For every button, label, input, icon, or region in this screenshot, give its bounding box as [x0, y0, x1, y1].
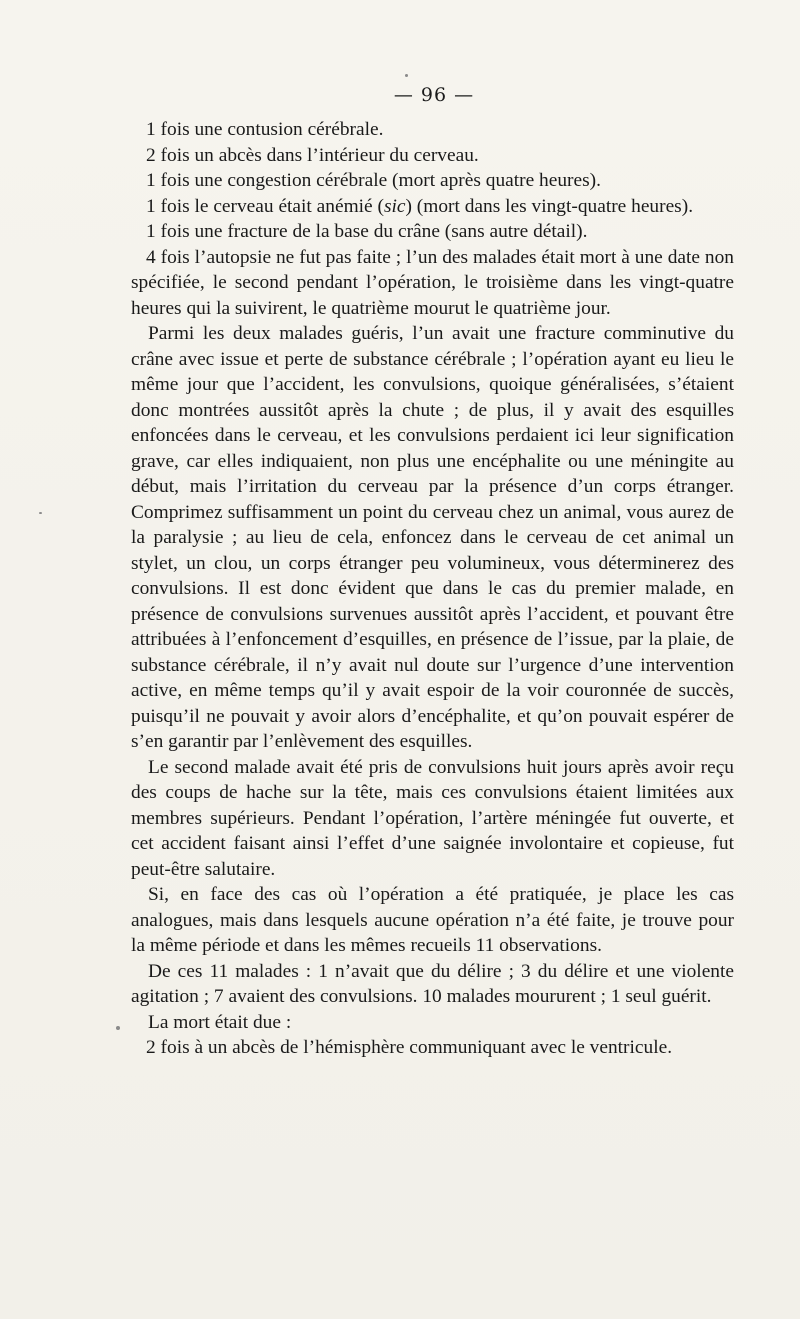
- paragraph: De ces 11 malades : 1 n’avait que du délire ; 3 du délire et une violente agitation ; 7 avaient des convulsions. 10 malades moururent ; 1 seul guérit.: [131, 960, 734, 1007]
- list-item: 4 fois l’autopsie ne fut pas faite ; l’un des malades était mort à une date non spécifiée, le second pendant l’opération, le troisième dans les vingt-quatre heures qui la suivirent, le quatrième mourut le quatrième jour.: [131, 246, 734, 319]
- list-item: 1 fois une contusion cérébrale.: [146, 119, 384, 140]
- list-item: 2 fois un abcès dans l’intérieur du cerveau.: [146, 144, 479, 166]
- paragraph: Parmi les deux malades guéris, l’un avait une fracture comminutive du crâne avec issue et perte de substance cérébrale ; l’opération ayant eu lieu le même jour que l’accident, les convulsions, quoique généralisées, s’étaient donc montrées aussitôt après la chute ; de plus, il y avait des esquilles enfoncées dans le cerveau, et les convulsions perdaient ici leur signification grave, car elles indiquaient, non plus une encéphalite ou une méningite au début, mais l’irritation du cerveau par la présence d’un corps étranger. Comprimez suffisamment un point du cerveau chez un animal, vous aurez de la paralysie ; au lieu de cela, enfoncez dans le cerveau de cet animal un stylet, un clou, un corps étranger peu volumineux, vous déterminerez des convulsions. Il est donc évident que dans le cas du premier malade, en présence de convulsions survenues aussitôt après l’accident, et pouvant être attribuées à l’enfoncement d’esquilles, en présence de l’issue, par la plaie, de substance cérébrale, il n’y avait nul doute sur l’urgence d’une intervention active, en même temps qu’il y avait espoir de la voir couronnée de succès, puisqu’il ne pouvait y avoir alors d’encéphalite, et qu’on pouvait espérer de s’en garantir par l’enlèvement des esquilles.: [131, 323, 734, 752]
- paragraph: La mort était due :: [148, 1011, 292, 1033]
- list-item: 1 fois une fracture de la base du crâne (sans autre détail).: [146, 221, 588, 242]
- list-item-text: 1 fois le cerveau était anémié (: [146, 195, 384, 217]
- page-number: — 96 —: [393, 84, 475, 106]
- paragraph: Le second malade avait été pris de convulsions huit jours après avoir reçu des coups de hache sur la tête, mais ces convulsions étaient limitées aux membres supérieurs. Pendant l’opération, l’artère méningée fut ouverte, et cet accident faisant ainsi l’effet d’une saignée involontaire et copieuse, fut peut-être salutaire.: [131, 756, 734, 880]
- paragraph: Si, en face des cas où l’opération a été pratiquée, je place les cas analogues, mais dans lesquels aucune opération n’a été faite, je trouve pour la même période et dans les mêmes recueils 11 observations.: [131, 884, 734, 956]
- list-item: 2 fois à un abcès de l’hémisphère communiquant avec le ventricule.: [146, 1037, 673, 1058]
- list-item: [131, 194, 734, 220]
- page-body: [131, 117, 734, 1061]
- italic-sic: sic: [383, 195, 406, 217]
- list-item-text: ) (mort dans les vingt-quatre heures).: [405, 195, 694, 217]
- paper-speck: [405, 74, 408, 77]
- paper-speck: [116, 1026, 120, 1030]
- list-item: 1 fois une congestion cérébrale (mort après quatre heures).: [146, 170, 601, 191]
- paper-speck: [39, 512, 42, 514]
